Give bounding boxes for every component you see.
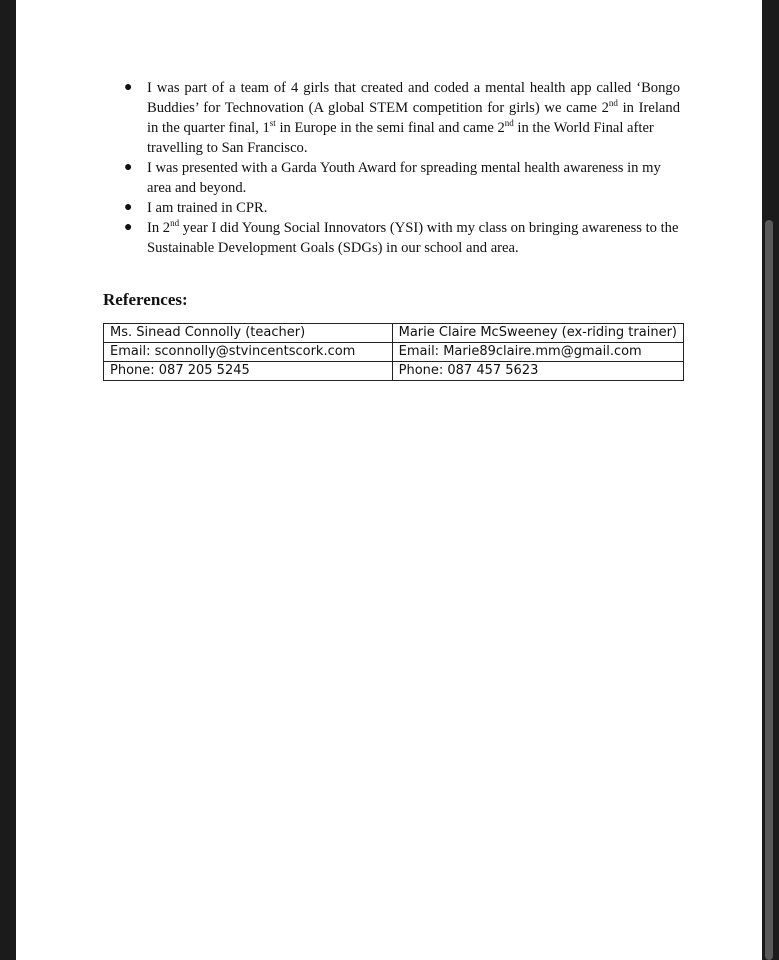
ordinal-suffix: nd [608, 98, 618, 108]
table-row [104, 362, 684, 381]
item-text: In 2 [147, 220, 171, 236]
achievements-list [16, 78, 762, 258]
list-item [16, 218, 762, 258]
item-text: travelling to San Francisco. [147, 140, 308, 156]
referee-2-email: Email: Marie89claire.mm@gmail.com [392, 343, 683, 362]
list-item [16, 198, 762, 218]
table-row [104, 343, 684, 362]
item-text: in Ireland in the quarter final, 1 [147, 100, 680, 136]
ordinal-suffix: st [269, 118, 276, 128]
item-text: in Europe in the semi final and came 2 [275, 120, 505, 136]
list-item [16, 78, 762, 158]
bullet-icon: ● [124, 200, 133, 215]
item-text: I was presented with a Garda Youth Award for spreading mental health awareness in my area and beyond. [147, 160, 661, 196]
item-text: year I did Young Social Innovators (YSI) with my class on bringing awareness to the Sustainable Development Goals (SDGs) in our school and area. [147, 220, 679, 256]
bullet-icon: ● [124, 80, 133, 95]
references-table [103, 323, 684, 381]
ordinal-suffix: nd [170, 218, 180, 228]
list-item [16, 158, 762, 198]
table-row [104, 324, 684, 343]
referee-1-name: Ms. Sinead Connolly (teacher) [104, 324, 393, 343]
ordinal-suffix: nd [504, 118, 514, 128]
references-heading: References: [103, 290, 188, 309]
referee-2-phone: Phone: 087 457 5623 [392, 362, 683, 381]
item-text: in the World Final after [513, 120, 654, 136]
item-text: I am trained in CPR. [147, 200, 268, 216]
referee-1-phone: Phone: 087 205 5245 [104, 362, 393, 381]
document-page [16, 0, 762, 960]
bullet-icon: ● [124, 220, 133, 235]
item-text: I was part of a team of 4 girls that created and coded a mental health app called ‘Bongo Buddies’ for Technovation (A global STEM competition for girls) we came 2 [147, 80, 680, 116]
bullet-icon: ● [124, 160, 133, 175]
scrollbar[interactable] [765, 220, 773, 960]
referee-1-email: Email: sconnolly@stvincentscork.com [104, 343, 393, 362]
referee-2-name: Marie Claire McSweeney (ex-riding trainer) [392, 324, 683, 343]
